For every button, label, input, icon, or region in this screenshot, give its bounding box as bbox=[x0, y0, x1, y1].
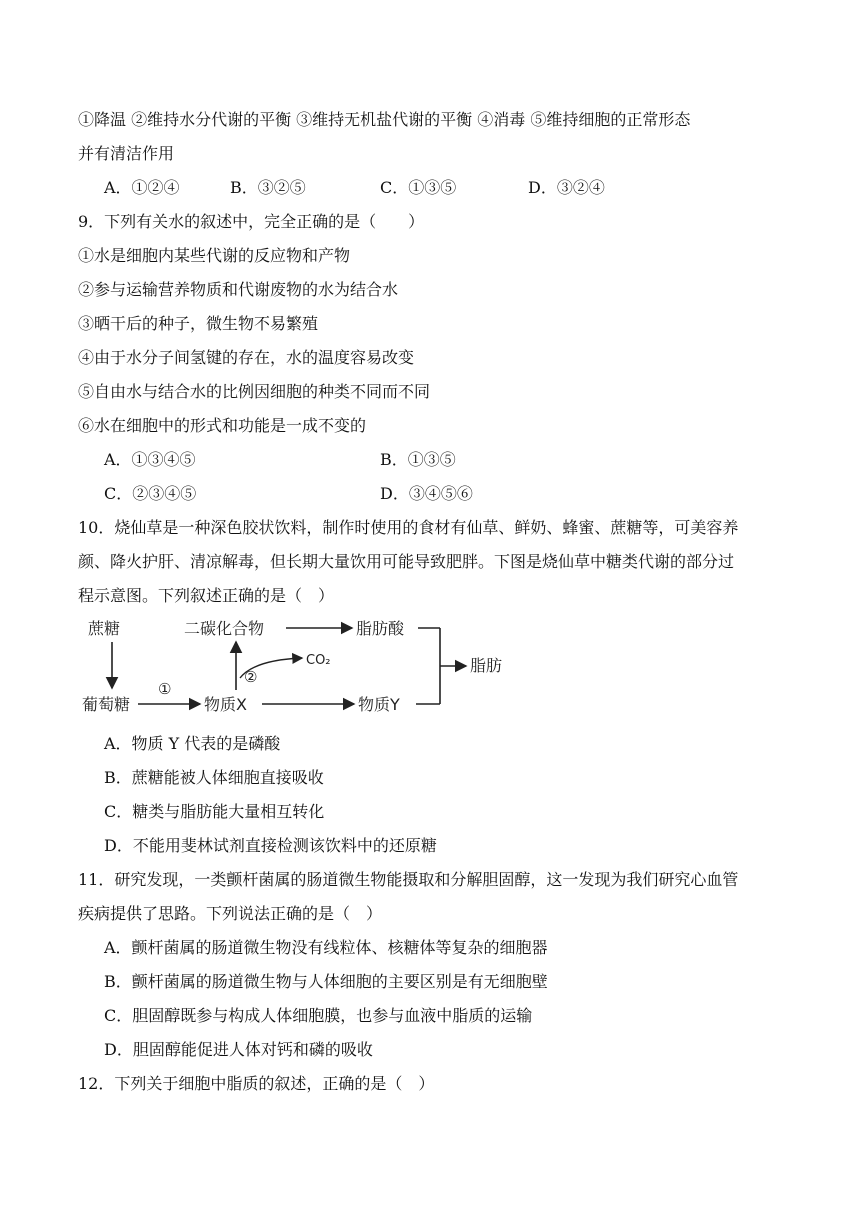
q11-option-c: C．胆固醇既参与构成人体细胞膜，也参与血液中脂质的运输 bbox=[104, 1006, 533, 1025]
q9-item-2: ②参与运输营养物质和代谢废物的水为结合水 bbox=[78, 280, 399, 299]
sucrose-label: 蔗糖 bbox=[88, 619, 121, 638]
step-2-marker: ② bbox=[244, 668, 258, 686]
co2-label: CO₂ bbox=[306, 653, 331, 668]
q9-item-3: ③晒干后的种子，微生物不易繁殖 bbox=[78, 314, 319, 333]
q9-option-d: D．③④⑤⑥ bbox=[380, 484, 473, 503]
q10-stem-line2: 颜、降火护肝、清凉解毒，但长期大量饮用可能导致肥胖。下图是烧仙草中糖类代谢的部分过 bbox=[78, 552, 735, 571]
q9-item-4: ④由于水分子间氢键的存在，水的温度容易改变 bbox=[78, 348, 415, 367]
q11-option-a: A．颤杆菌属的肠道微生物没有线粒体、核糖体等复杂的细胞器 bbox=[104, 938, 548, 957]
q12-title: 12．下列关于细胞中脂质的叙述，正确的是（ ） bbox=[78, 1074, 435, 1093]
q8-option-c: C．①③⑤ bbox=[380, 178, 457, 197]
q10-option-b: B．蔗糖能被人体细胞直接吸收 bbox=[104, 768, 324, 787]
glucose-label: 葡萄糖 bbox=[82, 695, 131, 714]
sugar-metabolism-diagram bbox=[78, 612, 538, 718]
q10-option-c: C．糖类与脂肪能大量相互转化 bbox=[104, 802, 325, 821]
q8-option-b: B．③②⑤ bbox=[230, 178, 306, 197]
q10-stem-line3: 程示意图。下列叙述正确的是（ ） bbox=[78, 586, 335, 605]
q9-option-c: C．②③④⑤ bbox=[104, 484, 197, 503]
q9-item-5: ⑤自由水与结合水的比例因细胞的种类不同而不同 bbox=[78, 382, 431, 401]
two-carbon-compound-label: 二碳化合物 bbox=[184, 619, 265, 638]
q10-stem-line1: 10．烧仙草是一种深色胶状饮料，制作时使用的食材有仙草、鲜奶、蜂蜜、蔗糖等，可美容养 bbox=[78, 518, 739, 537]
q9-title: 9．下列有关水的叙述中，完全正确的是（ ） bbox=[78, 212, 425, 231]
q11-option-d: D．胆固醇能促进人体对钙和磷的吸收 bbox=[104, 1040, 373, 1059]
q9-item-6: ⑥水在细胞中的形式和功能是一成不变的 bbox=[78, 416, 367, 435]
q11-stem-line1: 11．研究发现，一类颤杆菌属的肠道微生物能摄取和分解胆固醇，这一发现为我们研究心血管 bbox=[78, 870, 739, 889]
q11-option-b: B．颤杆菌属的肠道微生物与人体细胞的主要区别是有无细胞壁 bbox=[104, 972, 548, 991]
q8-stem-line2: 并有清洁作用 bbox=[78, 144, 175, 163]
fatty-acid-label: 脂肪酸 bbox=[356, 619, 405, 638]
q8-option-d: D．③②④ bbox=[528, 178, 605, 197]
step-1-marker: ① bbox=[158, 680, 172, 698]
q10-option-d: D．不能用斐林试剂直接检测该饮料中的还原糖 bbox=[104, 836, 437, 855]
q8-stem-line1: ①降温 ②维持水分代谢的平衡 ③维持无机盐代谢的平衡 ④消毒 ⑤维持细胞的正常形态 bbox=[78, 110, 691, 129]
q9-option-a: A．①③④⑤ bbox=[104, 450, 196, 469]
fat-label: 脂肪 bbox=[470, 656, 503, 675]
q9-option-b: B．①③⑤ bbox=[380, 450, 456, 469]
substance-x-label: 物质X bbox=[204, 695, 247, 714]
q11-stem-line2: 疾病提供了思路。下列说法正确的是（ ） bbox=[78, 904, 383, 923]
q8-option-a: A．①②④ bbox=[104, 178, 180, 197]
substance-y-label: 物质Y bbox=[358, 695, 400, 714]
q9-item-1: ①水是细胞内某些代谢的反应物和产物 bbox=[78, 246, 351, 265]
q10-option-a: A．物质 Y 代表的是磷酸 bbox=[104, 734, 281, 753]
